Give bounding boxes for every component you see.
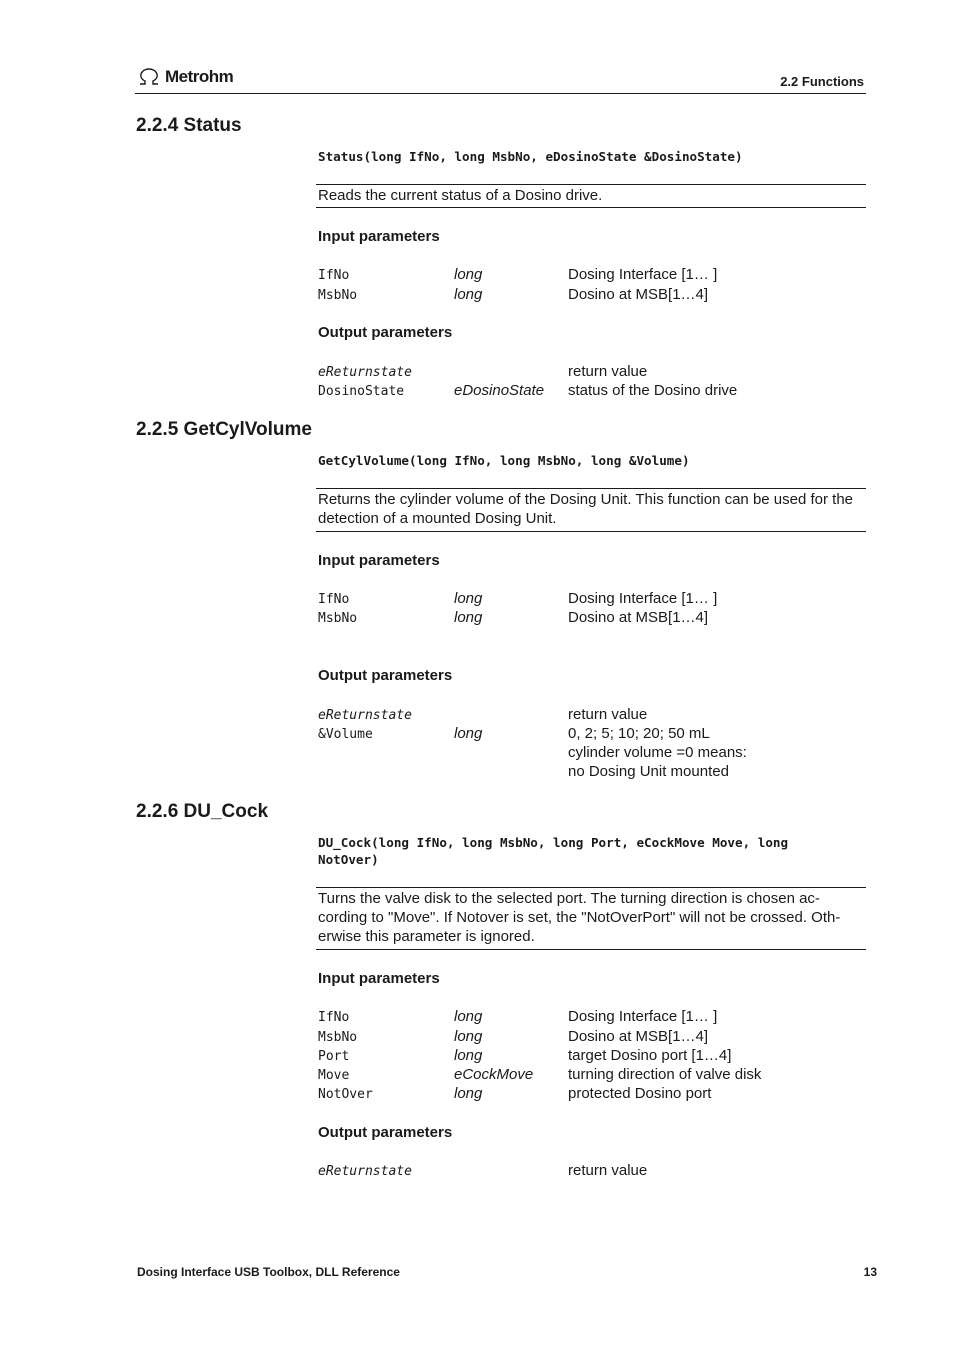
brand-name: Metrohm	[165, 67, 234, 86]
description-status: Reads the current status of a Dosino drive.	[316, 184, 866, 208]
description-ducock: Turns the valve disk to the selected port. The turning direction is chosen ac- cording to "Move". If Notover is set, the "NotOverPort" will not be crossed. Oth- erwise this parameter is ignored.	[316, 887, 866, 950]
input-heading-status: Input parameters	[318, 228, 440, 245]
param-type: long	[454, 590, 483, 607]
param-type: long	[454, 1028, 483, 1045]
input-heading-ducock: Input parameters	[318, 970, 440, 987]
param-type: long	[454, 609, 483, 626]
page-number: 13	[863, 1265, 877, 1279]
input-heading-getcylvolume: Input parameters	[318, 552, 440, 569]
param-type: eCockMove	[454, 1066, 534, 1083]
param-desc: return value	[568, 363, 648, 380]
param-desc: Dosing Interface [1… ]	[568, 1008, 718, 1025]
param-name: Move	[318, 1068, 350, 1083]
param-desc: Dosing Interface [1… ]	[568, 266, 718, 283]
param-name: IfNo	[318, 1010, 350, 1025]
output-heading-getcylvolume: Output parameters	[318, 667, 453, 684]
param-name: IfNo	[318, 592, 350, 607]
param-type: long	[454, 286, 483, 303]
param-type: long	[454, 1047, 483, 1064]
footer-title: Dosing Interface USB Toolbox, DLL Reference	[137, 1265, 400, 1279]
param-desc: target Dosino port [1…4]	[568, 1047, 732, 1064]
param-type: eDosinoState	[454, 382, 545, 399]
section-title-status: 2.2.4 Status	[136, 115, 242, 136]
param-desc: protected Dosino port	[568, 1085, 712, 1102]
header-rule	[135, 93, 866, 94]
param-name: MsbNo	[318, 288, 358, 303]
param-desc: Dosino at MSB[1…4]	[568, 1028, 709, 1045]
param-name: eReturnstate	[318, 1164, 412, 1179]
param-desc: status of the Dosino drive	[568, 382, 738, 399]
param-name: NotOver	[318, 1087, 373, 1102]
param-desc: turning direction of valve disk	[568, 1066, 762, 1083]
param-name: eReturnstate	[318, 708, 412, 723]
param-name: MsbNo	[318, 1030, 358, 1045]
param-desc: Dosing Interface [1… ]	[568, 590, 718, 607]
section-title-ducock: 2.2.6 DU_Cock	[136, 801, 269, 822]
header-section: 2.2 Functions	[780, 74, 864, 89]
param-desc: Dosino at MSB[1…4]	[568, 286, 709, 303]
param-desc: Dosino at MSB[1…4]	[568, 609, 709, 626]
description-getcylvolume: Returns the cylinder volume of the Dosing Unit. This function can be used for the detection of a mounted Dosing Unit.	[316, 488, 866, 532]
param-name: IfNo	[318, 268, 350, 283]
output-heading-ducock: Output parameters	[318, 1124, 453, 1141]
param-name: MsbNo	[318, 611, 358, 626]
param-desc: return value	[568, 706, 648, 723]
output-heading-status: Output parameters	[318, 324, 453, 341]
signature-ducock: DU_Cock(long IfNo, long MsbNo, long Port, eCockMove Move, long NotOver)	[318, 835, 789, 867]
param-desc: return value	[568, 1162, 648, 1179]
param-name: eReturnstate	[318, 365, 412, 380]
param-type: long	[454, 725, 483, 742]
section-title-getcylvolume: 2.2.5 GetCylVolume	[136, 419, 312, 440]
param-name: &Volume	[318, 727, 373, 742]
param-type: long	[454, 266, 483, 283]
param-type: long	[454, 1008, 483, 1025]
param-desc: 0, 2; 5; 10; 20; 50 mL cylinder volume =0 means: no Dosing Unit mounted	[568, 725, 747, 780]
param-name: DosinoState	[318, 384, 405, 399]
signature-getcylvolume: GetCylVolume(long IfNo, long MsbNo, long &Volume)	[318, 453, 690, 468]
signature-status: Status(long IfNo, long MsbNo, eDosinoState &DosinoState)	[318, 149, 743, 164]
omega-icon	[137, 68, 161, 86]
param-type: long	[454, 1085, 483, 1102]
param-name: Port	[318, 1049, 350, 1064]
metrohm-logo	[137, 67, 233, 87]
